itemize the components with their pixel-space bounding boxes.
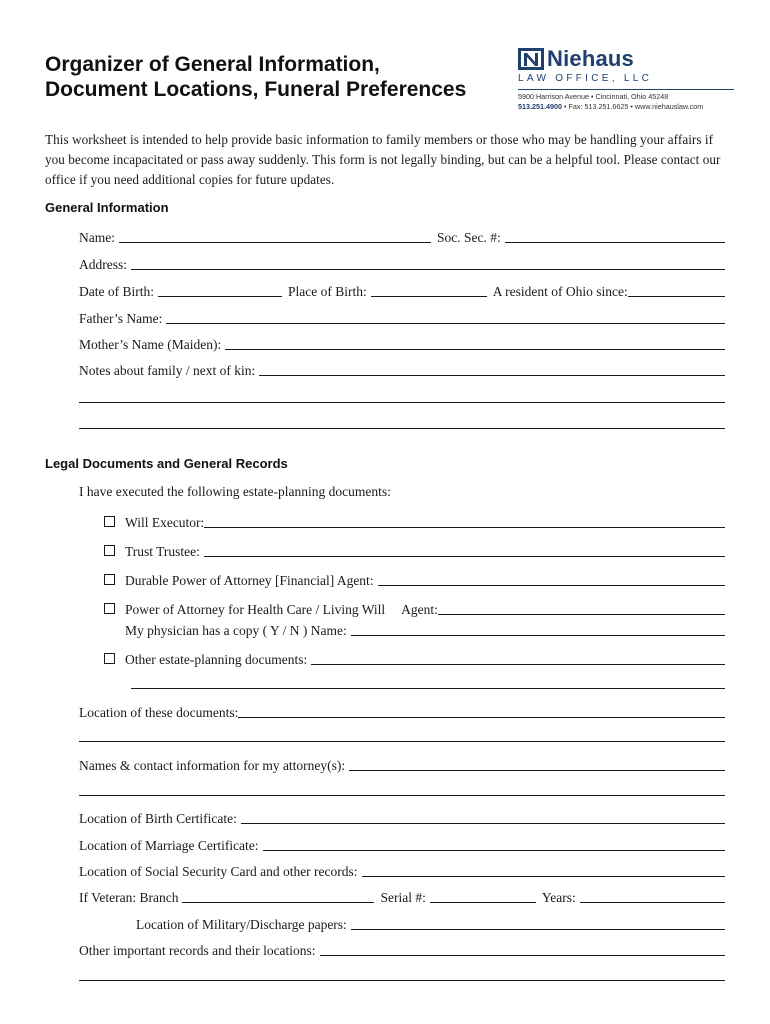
dpoa-checkbox[interactable] bbox=[104, 574, 115, 585]
attorney-field[interactable] bbox=[349, 770, 725, 771]
physician-row bbox=[125, 619, 725, 639]
address-row bbox=[79, 253, 725, 273]
hcpoa-agent-label: Agent: bbox=[401, 602, 438, 617]
executed-intro: I have executed the following estate-planning documents: bbox=[79, 484, 391, 499]
logo-name: Niehaus bbox=[547, 46, 634, 71]
ss-card-row bbox=[79, 860, 725, 880]
notes-label: Notes about family / next of kin: bbox=[79, 363, 256, 378]
resident-since-field[interactable] bbox=[628, 296, 725, 297]
pob-label: Place of Birth: bbox=[287, 284, 367, 299]
trust-row bbox=[104, 540, 725, 560]
name-label: Name: bbox=[79, 230, 115, 245]
address-label: Address: bbox=[79, 257, 127, 272]
dpoa-agent-field[interactable] bbox=[378, 585, 725, 586]
birth-cert-field[interactable] bbox=[241, 823, 725, 824]
title-line-1: Organizer of General Information, bbox=[45, 53, 380, 76]
other-docs-row bbox=[104, 648, 725, 668]
will-checkbox[interactable] bbox=[104, 516, 115, 527]
title-line-2: Document Locations, Funeral Preferences bbox=[45, 78, 467, 101]
location-docs-blank-line[interactable] bbox=[79, 741, 725, 742]
resident-label: A resident of Ohio since: bbox=[492, 284, 628, 299]
birth-row bbox=[79, 280, 725, 300]
hcpoa-label: Power of Attorney for Health Care / Living Will bbox=[125, 602, 386, 617]
notes-blank-line-1[interactable] bbox=[79, 402, 725, 403]
notes-blank-line-2[interactable] bbox=[79, 428, 725, 429]
address-field[interactable] bbox=[131, 269, 725, 270]
trustee-field[interactable] bbox=[204, 556, 725, 557]
location-docs-field[interactable] bbox=[238, 717, 725, 718]
marriage-cert-field[interactable] bbox=[263, 850, 725, 851]
notes-field[interactable] bbox=[259, 375, 725, 376]
name-row bbox=[79, 226, 725, 246]
ss-card-field[interactable] bbox=[362, 876, 725, 877]
ssn-label: Soc. Sec. #: bbox=[437, 230, 501, 245]
ss-card-label: Location of Social Security Card and other records: bbox=[79, 864, 358, 879]
marriage-cert-row bbox=[79, 834, 725, 854]
ssn-field[interactable] bbox=[505, 242, 725, 243]
birth-cert-label: Location of Birth Certificate: bbox=[79, 811, 237, 826]
veteran-label: If Veteran: Branch bbox=[79, 890, 179, 905]
logo-contact bbox=[518, 102, 736, 112]
attorney-label: Names & contact information for my attorney(s): bbox=[79, 758, 346, 773]
attorney-blank-line[interactable] bbox=[79, 795, 725, 796]
veteran-row bbox=[79, 886, 725, 906]
hcpoa-checkbox[interactable] bbox=[104, 603, 115, 614]
attorney-row bbox=[79, 754, 725, 774]
other-docs-field[interactable] bbox=[311, 664, 725, 665]
years-label: Years: bbox=[541, 890, 576, 905]
logo-phone: 513.251.4900 bbox=[518, 102, 562, 111]
location-docs-label: Location of these documents: bbox=[79, 705, 239, 720]
father-label: Father’s Name: bbox=[79, 311, 163, 326]
marriage-cert-label: Location of Marriage Certificate: bbox=[79, 838, 259, 853]
hcpoa-row bbox=[104, 598, 725, 618]
document-title bbox=[45, 52, 466, 102]
other-records-blank-line[interactable] bbox=[79, 980, 725, 981]
serial-label: Serial #: bbox=[380, 890, 426, 905]
will-label: Will Executor: bbox=[125, 515, 205, 530]
intro-paragraph: This worksheet is intended to help provide basic information to family members or those who may be handling your affairs if you become incapacitated or pass away suddenly. This form is not legally binding, but can be a helpful tool. Please contact our office if you need additional copies for future updates. bbox=[45, 132, 721, 187]
other-records-label: Other important records and their locations: bbox=[79, 943, 316, 958]
pob-field[interactable] bbox=[371, 296, 487, 297]
mother-label: Mother’s Name (Maiden): bbox=[79, 337, 222, 352]
dpoa-label: Durable Power of Attorney [Financial] Agent: bbox=[125, 573, 374, 588]
serial-field[interactable] bbox=[430, 902, 536, 903]
name-field[interactable] bbox=[119, 242, 431, 243]
trust-label: Trust Trustee: bbox=[125, 544, 200, 559]
father-field[interactable] bbox=[166, 323, 725, 324]
birth-cert-row bbox=[79, 807, 725, 827]
military-label: Location of Military/Discharge papers: bbox=[136, 917, 347, 932]
dob-label: Date of Birth: bbox=[79, 284, 154, 299]
father-row bbox=[79, 307, 725, 327]
legal-documents-heading: Legal Documents and General Records bbox=[45, 456, 288, 471]
executor-field[interactable] bbox=[204, 527, 725, 528]
logo-address: 5900 Harrison Avenue • Cincinnati, Ohio 45248 bbox=[518, 92, 669, 101]
notes-row bbox=[79, 359, 725, 379]
other-docs-label: Other estate-planning documents: bbox=[125, 652, 308, 667]
physician-name-field[interactable] bbox=[351, 635, 725, 636]
veteran-branch-field[interactable] bbox=[182, 902, 374, 903]
other-records-field[interactable] bbox=[320, 955, 725, 956]
military-field[interactable] bbox=[351, 929, 725, 930]
other-docs-checkbox[interactable] bbox=[104, 653, 115, 664]
general-information-heading: General Information bbox=[45, 200, 169, 215]
military-row bbox=[136, 913, 725, 933]
logo-subtitle: LAW OFFICE, LLC bbox=[518, 73, 653, 84]
trust-checkbox[interactable] bbox=[104, 545, 115, 556]
other-records-row bbox=[79, 939, 725, 959]
mother-row bbox=[79, 333, 725, 353]
law-office-logo bbox=[518, 48, 736, 112]
logo-fax-web: • Fax: 513.251.6625 • www.niehauslaw.com bbox=[563, 102, 704, 111]
will-row bbox=[104, 511, 725, 531]
location-docs-row bbox=[79, 701, 725, 721]
hcpoa-agent-field[interactable] bbox=[438, 614, 725, 615]
years-field[interactable] bbox=[580, 902, 725, 903]
physician-label: My physician has a copy ( Y / N ) Name: bbox=[125, 623, 347, 638]
other-docs-blank-line[interactable] bbox=[131, 688, 725, 689]
logo-divider bbox=[518, 89, 734, 90]
dob-field[interactable] bbox=[158, 296, 282, 297]
mother-field[interactable] bbox=[225, 349, 725, 350]
niehaus-n-logo-icon bbox=[518, 48, 544, 70]
dpoa-row bbox=[104, 569, 725, 589]
